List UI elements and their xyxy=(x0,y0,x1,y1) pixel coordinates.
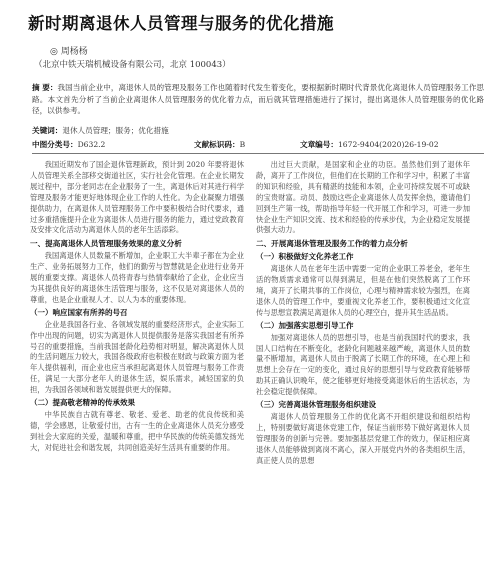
body-paragraph: 我国近期发布了国企退休管理新政，预计到 2020 年要将退休人员管理关系全部移交街道社区，实行社会化管理。在企业长期发展过程中，部分老同志在企业服务了一生，离退休后对其进行科学管理及服务才能更好地体现企业工作的人性化。为企业凝聚力增强提供助力，在离退休人员管理服务工作中要积极结合时代要求，通过多重措施提升企业为离退休人员进行服务的能力，通过党政教育及安排文化活动为离退休人员的老年生活添彩。 xyxy=(30,160,244,235)
abstract-label: 摘 要： xyxy=(32,83,58,92)
abstract-text: 我国当前企业中，离退休人员的管理及服务工作也随着时代发生着变化，要根据新时期时代背景优化离退休人员管理服务工作思路。本文首先分析了当前企业离退休人员管理服务的优化着力点，而后就其管理措施进行了探讨，提出离退休人员管理服务的优化路径，以供参考。 xyxy=(32,83,484,115)
keywords xyxy=(32,125,169,136)
clc-label: 中图分类号： xyxy=(32,140,78,149)
doc-code-label: 文献标识码： xyxy=(194,140,240,149)
body-column-left xyxy=(30,160,244,454)
subsection-heading: （三）完善离退休管理服务组织建设 xyxy=(256,400,376,410)
body-column-right xyxy=(256,160,470,466)
author-name: ◎ 周杨杨 xyxy=(50,47,88,57)
keywords-label: 关键词： xyxy=(32,126,63,135)
body-paragraph: 加强对离退休人员的思想引导，也是当前我国时代的要求，我国人口结构在不断变化，老龄化问题越来越严峻，离退休人员的数量不断增加，离退休人员由于脱离了长期工作的环境，在心理上和思想上会存在一定的变化，通过良好的思想引导与党政教育能够帮助其正确认识晚年，使之能够更好地接受离退休后的生活状态，为社会稳定提供保障。 xyxy=(256,332,470,397)
body-paragraph: 中华民族自古就有尊老、敬老、爱老、助老的优良传统和美德，学会感恩，让敬爱付出，古有一生的企业离退休人员充分感受到社会大家庭的关爱，温暖和尊重，把中华民族的传统美德发扬光大，对促进社会和谐发展，共同创造美好生活具有重要的作用。 xyxy=(30,409,244,452)
article-no-label: 文章编号： xyxy=(300,140,338,149)
body-paragraph: 企业是我国各行业、各领域发展的重要经济形式，企业实际工作中出现的问题，切实为离退休人员提供服务是落实我国老有所养号召的重要措施，当前我国老龄化趋势相对明显，解决离退休人员的生活问题压力较大，我国各级政府也积极在财政与政策方面为老年人提供福利，而企业也应当承担起离退休人员管理与服务工作责任，满足一大部分老年人的退休生活，娱乐需求，减轻国家的负担，为我国各领域和谐发展提供更大的保障。 xyxy=(30,319,244,395)
article-no-field xyxy=(300,139,439,150)
article-title: 新时期离退休人员管理与服务的优化措施 xyxy=(28,14,334,33)
abstract xyxy=(32,82,484,117)
body-paragraph: 离退休人员在老年生活中需要一定的企业职工养老金，老年生活的物质需求通常可以得到满足，但是在他们突然脱离了工作环境，离开了长期共事的工作岗位，心理与精神需求较为强烈，在离退休人员的管理工作中，要重视文化养老工作，要积极通过文化宣传与思想宣教满足离退休人员的心理空白，提升其生活品质。 xyxy=(256,264,470,317)
body-paragraph: 离退休人员管理服务工作的优化离不开组织建设和组织结构上，特别要做好离退休党建工作，保证当前形势下做好离退休人员管理服务的创新与完善。要加强基层党建工作的效力，保证相应离退休人员能够做到离岗不离心，深入开展党内外的各类组织生活，真正使人员的思想 xyxy=(256,411,470,465)
article-no-value: 1672-9404(2020)26-19-02 xyxy=(337,140,439,149)
clc-value: D632.2 xyxy=(77,140,106,149)
doc-code-field xyxy=(194,139,245,150)
keywords-text: 退休人员管理；服务；优化措施 xyxy=(62,126,169,135)
subsection-heading: （一）响应国家有所养的号召 xyxy=(30,307,128,317)
subsection-heading: （一）积极做好文化养老工作 xyxy=(256,252,354,262)
body-paragraph: 我国离退休人员数量不断增加，企业职工大半辈子都在为企业生产、业务拓展努力工作，他们的勤劳与智慧就是企业进行业务开展的重要支撑。离退休人员将青春与热情奉献给了企业，企业应当为其提供良好的离退休生活管理与服务，这不仅是对离退休人员的尊重，也是企业重视人才、以人为本的重要体现。 xyxy=(30,251,244,304)
header-divider xyxy=(32,153,484,154)
doc-code-value: B xyxy=(239,140,246,149)
body-paragraph: 出过巨大贡献，是国家和企业的功臣。虽然他们到了退休年龄，离开了工作岗位，但他们在长期的工作和学习中，积累了丰富的知识和经验，具有精湛的技能和本领，企业可持续发展不可或缺的宝贵财富。动员、鼓励这些企业离退休人员发挥余热，邀请他们回到生产第一线，帮助指导年轻一代开展工作和学习，可进一步加快企业生产知识交流、技术和经验的传承步伐，为企业稳定发展提供强大动力。 xyxy=(256,160,470,235)
clc-field xyxy=(32,139,105,150)
section-heading: 一、提高离退休人员管理服务效果的意义分析 xyxy=(30,239,182,249)
section-heading: 二、开展离退休管理及服务工作的着力点分析 xyxy=(256,239,408,249)
subsection-heading: （二）提高敬老精神的传承效果 xyxy=(30,398,135,408)
author-affiliation: （北京中铁天瑞机械设备有限公司，北京 100043） xyxy=(34,60,231,70)
subsection-heading: （二）加强落实思想引导工作 xyxy=(256,320,354,330)
